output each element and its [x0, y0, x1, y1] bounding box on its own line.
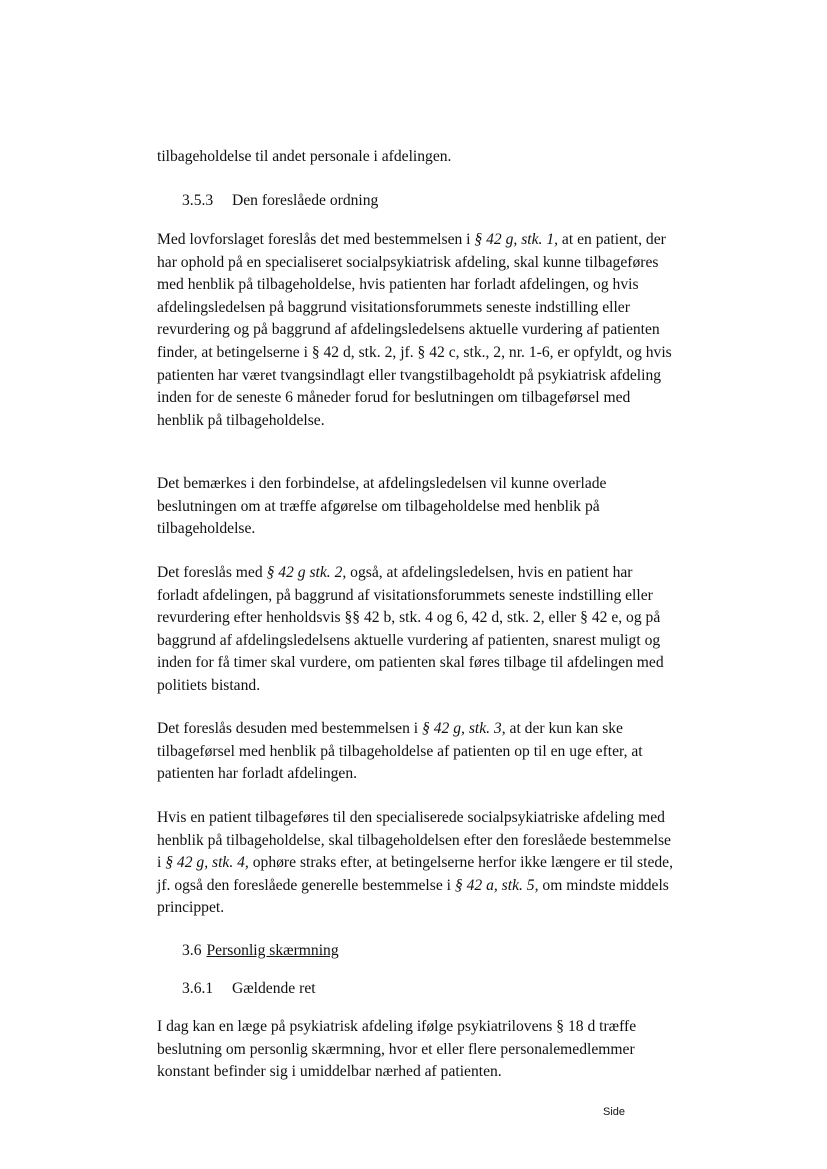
- paragraph-text: I dag kan en læge på psykiatrisk afdeling ifølge psykiatrilovens § 18 d træffe beslutning om personlig skærmning, hvor et eller flere personalemedlemmer konstant befinder sig i umiddelbar nærhed af patienten.: [157, 1018, 637, 1081]
- paragraph-text: at en patient, der har ophold på en specialiseret socialpsykiatrisk afdeling, skal kunne tilbageføres med henblik på tilbageholdelse, hvis patienten har forladt afdelingen, og hvis afdelingsledelsen på baggrund visitationsforummets seneste indstilling eller revurdering og på baggrund af afdelingsledelsens aktuelle vurdering af patienten finder, at betingelserne i § 42 d, stk. 2, jf. § 42 c, stk., 2, nr. 1-6, er opfyldt, og hvis patienten har været tvangsindlagt eller tvangstilbageholdt på psykiatrisk afdeling inden for de seneste 6 måneder forud for beslutningen om tilbageførsel med henblik på tilbageholdelse.: [157, 231, 672, 429]
- paragraph-text: Med lovforslaget foreslås det med bestemmelsen i: [157, 231, 475, 248]
- section-heading-3-6: [182, 940, 339, 962]
- law-reference: § 42 g, stk. 1,: [474, 231, 559, 248]
- paragraph-text: , at der kun kan ske tilbageførsel med henblik på tilbageholdelse af patienten op til en uge efter, at patienten har forladt afdelingen.: [157, 720, 643, 783]
- section-title: Personlig skærmning: [206, 942, 339, 959]
- paragraph-text: Hvis en patient tilbageføres til den specialiserede socialpsykiatriske afdeling med henblik på tilbageholdelse, skal tilbageholdelsen efter den foreslåede bestemmelse i: [157, 809, 671, 872]
- paragraph-2: [157, 473, 677, 541]
- section-title: Den foreslåede ordning: [232, 192, 379, 209]
- paragraph-5: [157, 807, 677, 920]
- paragraph-3: [157, 562, 677, 698]
- paragraph-continuation: [157, 146, 677, 169]
- paragraph-text: Det foreslås med: [157, 564, 267, 581]
- paragraph-text: ophøre straks efter, at betingelserne herfor ikke længere er til stede, jf. også den foreslåede generelle bestemmelse i: [157, 854, 673, 894]
- page-footer-label: Side: [603, 1106, 626, 1118]
- law-reference: § 42 g, stk. 3: [422, 720, 502, 737]
- section-heading-3-6-1: [182, 978, 316, 1000]
- paragraph-6: [157, 1016, 677, 1084]
- section-number: 3.6: [182, 942, 202, 959]
- section-heading-3-5-3: [182, 190, 378, 212]
- law-reference: § 42 g stk. 2,: [266, 564, 347, 581]
- paragraph-text: tilbageholdelse til andet personale i afdelingen.: [157, 148, 452, 165]
- paragraph-text: Det bemærkes i den forbindelse, at afdelingsledelsen vil kunne overlade beslutningen om at træffe afgørelse om tilbageholdelse med henblik på tilbageholdelse.: [157, 475, 607, 538]
- section-number: 3.5.3: [182, 192, 214, 209]
- section-number: 3.6.1: [182, 980, 214, 997]
- law-reference: § 42 g, stk. 4,: [165, 854, 249, 872]
- paragraph-text: også, at afdelingsledelsen, hvis en patient har forladt afdelingen, på baggrund af visitationsforummets seneste indstilling eller revurdering efter henholdsvis §§ 42 b, stk. 4 og 6, 42 d, stk. 2, eller § 42 e, og på baggrund af afdelingsledelsens aktuelle vurdering af patienten, snarest muligt og inden for få timer skal vurdere, om patienten skal føres tilbage til afdelingen med politiets bistand.: [157, 564, 664, 694]
- law-reference: § 42 a, stk. 5,: [454, 876, 539, 894]
- paragraph-text: om mindste middels princippet.: [157, 876, 669, 917]
- section-title: Gældende ret: [232, 980, 316, 997]
- paragraph-1: [157, 229, 677, 432]
- paragraph-text: Det foreslås desuden med bestemmelsen i: [157, 720, 423, 737]
- paragraph-4: [157, 718, 677, 786]
